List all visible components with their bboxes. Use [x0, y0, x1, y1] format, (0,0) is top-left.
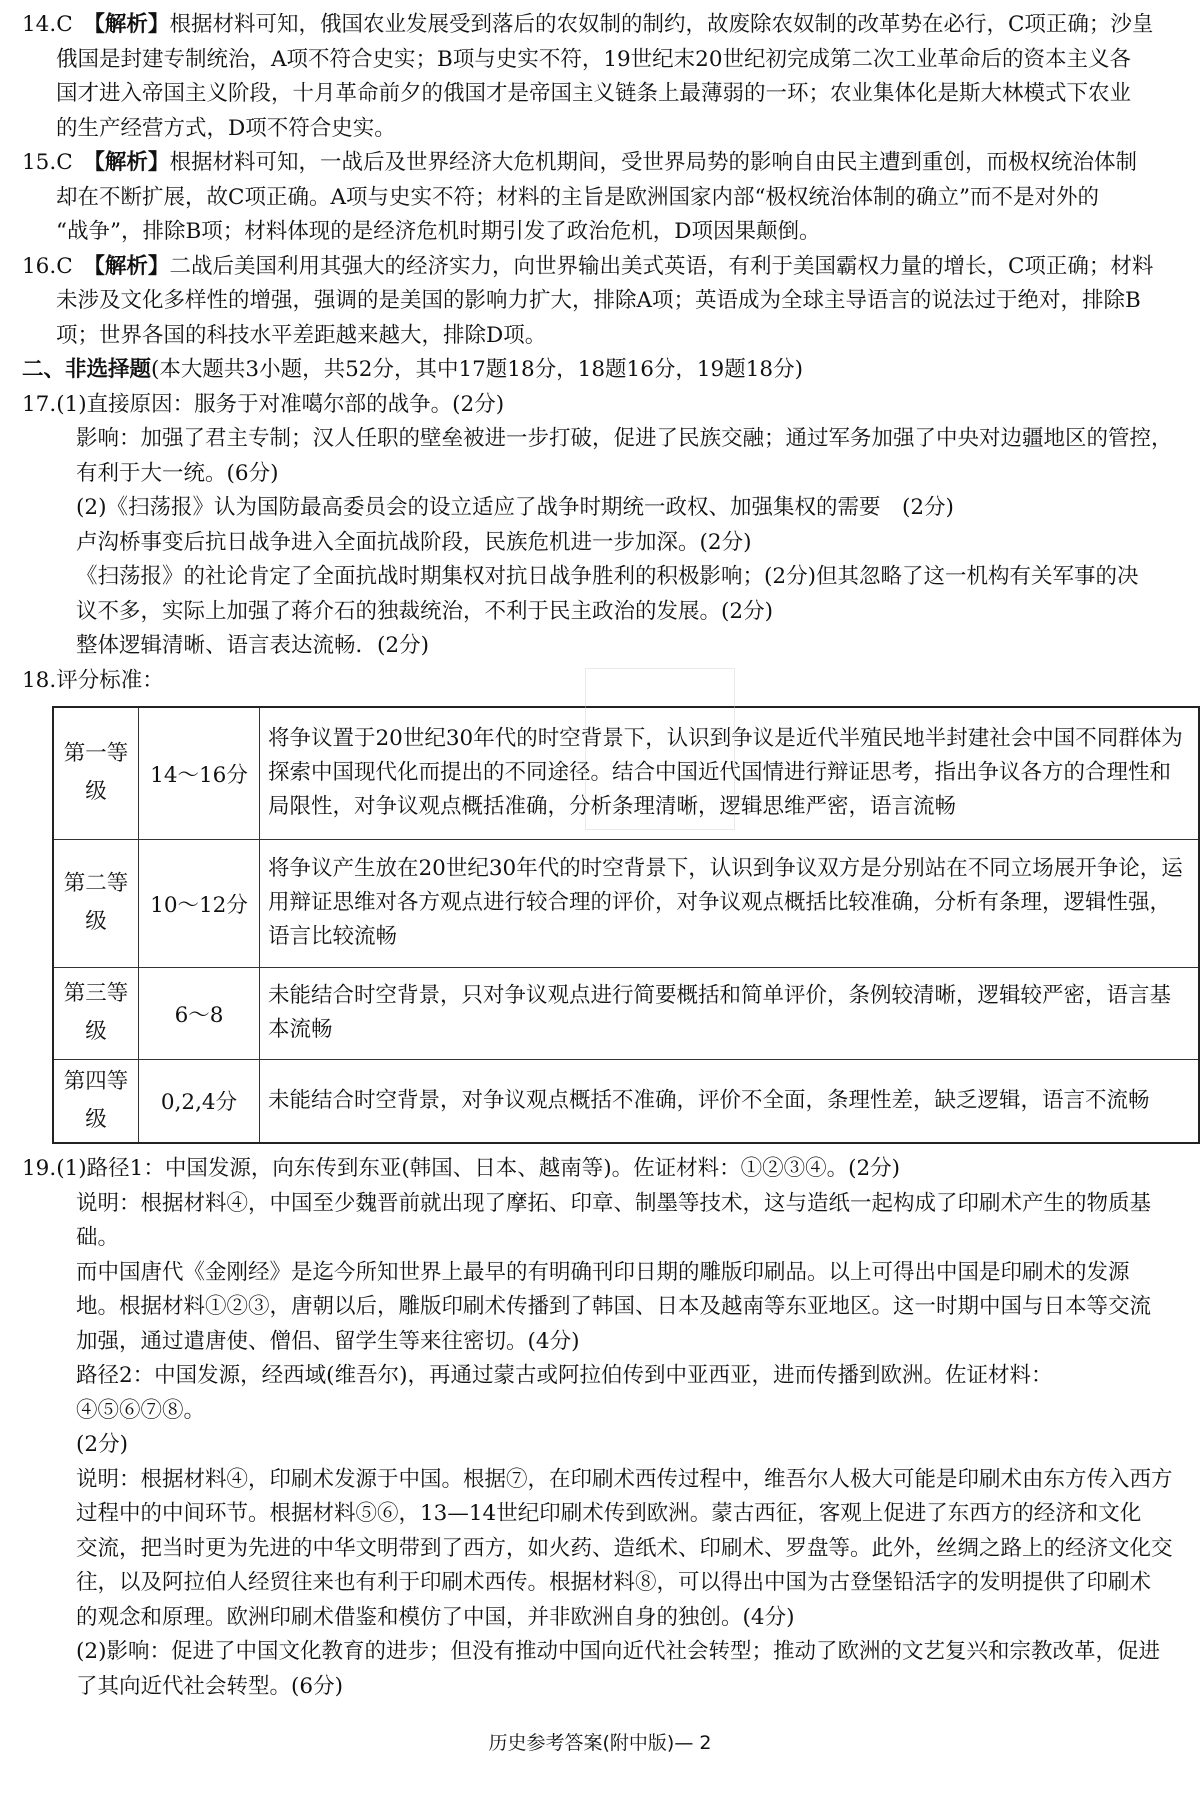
answer-item	[22, 146, 1178, 250]
mc-answers	[22, 8, 1178, 353]
section-heading	[22, 353, 1178, 388]
q17-line: 影响：加强了君主专制；汉人任职的壁垒被进一步打破，促进了民族交融；通过军务加强了中央对边疆地区的管控，	[76, 426, 1173, 451]
q19-line: 过程中的中间环节。根据材料⑤⑥，13—14世纪印刷术传到欧洲。蒙古西征，客观上促进了东西方的经济和文化	[76, 1501, 1142, 1526]
q19-line: 交流，把当时更为先进的中华文明带到了西方，如火药、造纸术、印刷术、罗盘等。此外，丝绸之路上的经济文化交	[76, 1535, 1173, 1561]
score-range: 6～8	[139, 967, 260, 1059]
q17-line: 《扫荡报》的社论肯定了全面抗战时期集权对抗日战争胜利的积极影响；(2分)但其忽略了这一机构有关军事的决	[76, 564, 1139, 589]
q19-line: 19.(1)路径1：中国发源，向东传到东亚(韩国、日本、越南等)。佐证材料：①②③④。(2分)	[22, 1156, 901, 1181]
table-row	[53, 1059, 1199, 1143]
table-row	[53, 839, 1199, 967]
q19-line: 加强，通过遣唐使、僧侣、留学生等来往密切。(4分)	[76, 1328, 580, 1354]
q17-line: 卢沟桥事变后抗日战争进入全面抗战阶段，民族危机进一步加深。(2分)	[76, 529, 752, 555]
grade-criteria: 将争议产生放在20世纪30年代的时空背景下，认识到争议双方是分别站在不同立场展开争论，运用辩证思维对各方观点进行较合理的评价，对争议观点概括比较准确，分析有条理，逻辑性强，语言比较流畅	[260, 839, 1200, 967]
grade-criteria: 未能结合时空背景，对争议观点概括不准确，评价不全面，条理性差，缺乏逻辑，语言不流畅	[260, 1059, 1200, 1143]
grade-level: 第二等级	[53, 839, 139, 967]
analysis-line: 却在不断扩展，故C项正确。A项与史实不符；材料的主旨是欧洲国家内部“极权统治体制的确立”而不是对外的	[56, 184, 1099, 210]
analysis-line: 的生产经营方式，D项不符合史实。	[56, 115, 396, 141]
faint-stamp-mark	[585, 668, 735, 830]
q19-line: 说明：根据材料④，中国至少魏晋前就出现了摩拓、印章、制墨等技术，这与造纸一起构成了印刷术产生的物质基础。	[76, 1190, 1152, 1250]
question-number: 15.	[22, 150, 57, 175]
analysis-tag: 【解析】	[94, 253, 170, 279]
score-range: 0,2,4分	[139, 1059, 260, 1143]
answer-item	[22, 250, 1178, 354]
q19-line: (2)影响：促进了中国文化教育的进步；但没有推动中国向近代社会转型；推动了欧洲的文艺复兴和宗教改革，促进	[76, 1639, 1160, 1664]
grade-criteria: 将争议置于20世纪30年代的时空背景下，认识到争议是近代半殖民地半封建社会中国不同群体为探索中国现代化而提出的不同途径。结合中国近代国情进行辩证思考，指出争议各方的合理性和局限性，对争议观点概括准确，分析条理清晰，逻辑思维严密，语言流畅	[260, 707, 1200, 839]
table-row	[53, 967, 1199, 1059]
q19-line: 地。根据材料①②③，唐朝以后，雕版印刷术传播到了韩国、日本及越南等东亚地区。这一时期中国与日本等交流	[76, 1294, 1152, 1319]
analysis-line: 俄国是封建专制统治，A项不符合史实；B项与史实不符，19世纪末20世纪初完成第二次工业革命后的资本主义各	[56, 46, 1132, 72]
answer-choice: C	[56, 12, 73, 37]
analysis-text: 根据材料可知，俄国农业发展受到落后的农奴制的制约，故废除农奴制的改革势在必行，C项正确；沙皇	[169, 12, 1154, 37]
answer-choice: C	[56, 253, 73, 279]
question-number: 14.	[22, 12, 57, 37]
q19-line: (2分)	[76, 1432, 128, 1457]
grade-level: 第四等级	[53, 1059, 139, 1143]
q19-line: 往，以及阿拉伯人经贸往来也有利于印刷术西传。根据材料⑧，可以得出中国为古登堡铅活字的发明提供了印刷术	[76, 1570, 1152, 1595]
page-footer: 历史参考答案(附中版)— 2	[488, 1732, 712, 1754]
analysis-line: 项；世界各国的科技水平差距越来越大，排除D项。	[56, 322, 547, 348]
analysis-text: 根据材料可知，一战后及世界经济大危机期间，受世界局势的影响自由民主遭到重创，而极权统治体制	[169, 150, 1137, 175]
q19-line: 的观念和原理。欧洲印刷术借鉴和模仿了中国，并非欧洲自身的独创。(4分)	[76, 1604, 795, 1630]
q18-heading: 18.评分标准：	[22, 667, 164, 693]
analysis-line: 国才进入帝国主义阶段，十月革命前夕的俄国才是帝国主义链条上最薄弱的一环；农业集体化是斯大林模式下农业	[56, 81, 1132, 106]
analysis-tag: 【解析】	[94, 150, 170, 175]
answer-choice: C	[56, 150, 73, 175]
analysis-text: 二战后美国利用其强大的经济实力，向世界输出美式英语，有利于美国霸权力量的增长，C项正确；材料	[169, 253, 1154, 279]
q19-line: 了其向近代社会转型。(6分)	[76, 1673, 343, 1699]
answer-line	[22, 8, 1178, 43]
q19-line: 而中国唐代《金刚经》是迄今所知世界上最早的有明确刊印日期的雕版印刷品。以上可得出中国是印刷术的发源	[76, 1259, 1130, 1285]
question-19	[22, 1152, 1178, 1704]
question-17	[22, 388, 1178, 664]
grade-criteria: 未能结合时空背景，只对争议观点进行简要概括和简单评价，条例较清晰，逻辑较严密，语言基本流畅	[260, 967, 1200, 1059]
analysis-tag: 【解析】	[94, 12, 170, 37]
score-range: 10～12分	[139, 839, 260, 967]
analysis-line: “战争”，排除B项；材料体现的是经济危机时期引发了政治危机，D项因果颠倒。	[56, 219, 821, 244]
score-range: 14～16分	[139, 707, 260, 839]
q19-line: 路径2：中国发源，经西域(维吾尔)，再通过蒙古或阿拉伯传到中亚西亚，进而传播到欧洲。佐证材料：④⑤⑥⑦⑧。	[76, 1363, 1053, 1423]
grade-level: 第一等级	[53, 707, 139, 839]
answer-line	[22, 250, 1178, 285]
section-title: 二、非选择题	[22, 357, 152, 382]
answer-item	[22, 8, 1178, 146]
q17-line: (2)《扫荡报》认为国防最高委员会的设立适应了战争时期统一政权、加强集权的需要 (2分)	[76, 495, 954, 520]
answer-line	[22, 146, 1178, 181]
grade-level: 第三等级	[53, 967, 139, 1059]
q17-line: 整体逻辑清晰、语言表达流畅．(2分)	[76, 633, 429, 658]
q19-line: 说明：根据材料④，印刷术发源于中国。根据⑦，在印刷术西传过程中，维吾尔人极大可能是印刷术由东方传入西方	[76, 1466, 1173, 1492]
analysis-line: 未涉及文化多样性的增强，强调的是美国的影响力扩大，排除A项；英语成为全球主导语言的说法过于绝对，排除B	[56, 288, 1141, 313]
question-number: 16.	[22, 253, 57, 279]
q17-line: 17.(1)直接原因：服务于对准噶尔部的战争。(2分)	[22, 391, 505, 417]
q17-line: 议不多，实际上加强了蒋介石的独裁统治，不利于民主政治的发展。(2分)	[76, 598, 773, 624]
section-note: (本大题共3小题，共52分，其中17题18分，18题16分，19题18分)	[151, 357, 803, 382]
q17-line: 有利于大一统。(6分)	[76, 460, 279, 486]
